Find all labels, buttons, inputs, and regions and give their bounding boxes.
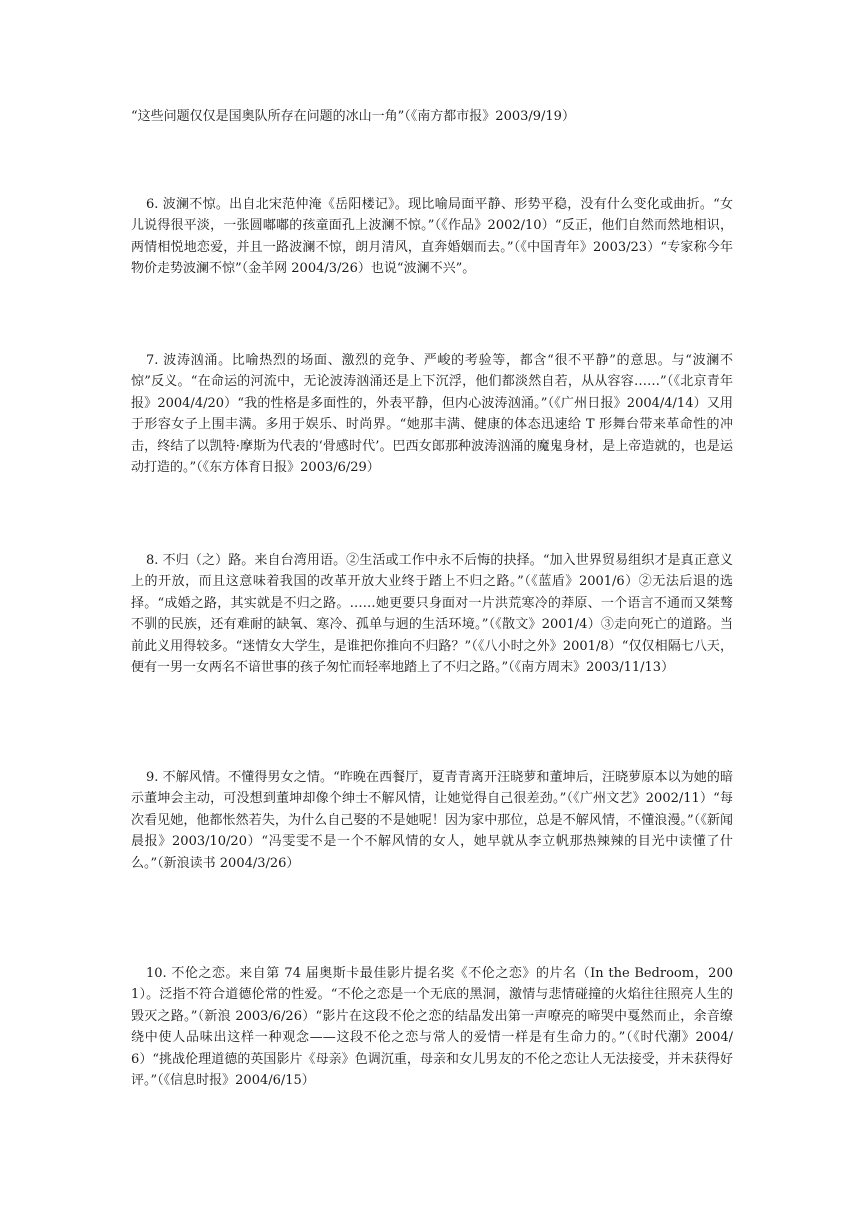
paragraph-entry-6: 6. 波澜不惊。出自北宋范仲淹《岳阳楼记》。现比喻局面平静、形势平稳，没有什么变化或曲折。“女儿说得很平淡，一张圆嘟嘟的孩童面孔上波澜不惊。”（《作品》2002/10）“反正，他们自然而然地相识，两情相悦地恋爱，并且一路波澜不惊，朗月清风，直奔婚姻而去。”（《中国青年》2003/23）“专家称今年物价走势波澜不惊”（金羊网 2004/3/26）也说“波澜不兴”。 bbox=[131, 197, 733, 277]
paragraph-entry-10: 10. 不伦之恋。来自第 74 届奥斯卡最佳影片提名奖《不伦之恋》的片名（In the Bedroom，2001）。泛指不符合道德伦常的性爱。“不伦之恋是一个无底的黑洞，激情与悲情碰撞的火焰往往照亮人生的毁灭之路。”（新浪 2003/6/26）“影片在这段不伦之恋的结晶发出第一声嘹亮的啼哭中戛然而止，余音缭绕中使人品味出这样一种观念——这段不伦之恋与常人的爱情一样是有生命力的。”（《时代潮》2004/6）“挑战伦理道德的英国影片《母亲》色调沉重，母亲和女儿男友的不伦之恋让人无法接受，并未获得好评。”（《信息时报》2004/6/15） bbox=[131, 966, 733, 1089]
paragraph-entry-9: 9. 不解风情。不懂得男女之情。“昨晚在西餐厅，夏青青离开汪晓萝和董坤后，汪晓萝原本以为她的暗示董坤会主动，可没想到董坤却像个绅士不解风情，让她觉得自己很差劲。”（《广州文艺》2002/11）“每次看见她，他都怅然若失，为什么自己娶的不是她呢！因为家中那位，总是不解风情，不懂浪漫。”（《新闻晨报》2003/10/20）“冯雯雯不是一个不解风情的女人，她早就从李立帆那热辣辣的目光中读懂了什么。”（新浪读书 2004/3/26） bbox=[131, 770, 733, 871]
paragraph-entry-7: 7. 波涛汹涌。比喻热烈的场面、激烈的竞争、严峻的考验等，都含“很不平静”的意思。与“波澜不惊”反义。“在命运的河流中，无论波涛汹涌还是上下沉浮，他们都淡然自若，从从容容……”（《北京青年报》2004/4/20）“我的性格是多面性的，外表平静，但内心波涛汹涌。”（《广州日报》2004/4/14）又用于形容女子上围丰满。多用于娱乐、时尚界。“她那丰满、健康的体态迅速给 T 形舞台带来革命性的冲击，终结了以凯特·摩斯为代表的‘骨感时代’。巴西女郎那种波涛汹涌的魔鬼身材，是上帝造就的，也是运动打造的。”（《东方体育日报》2003/6/29） bbox=[131, 353, 733, 476]
paragraph-entry-8: 8. 不归（之）路。来自台湾用语。②生活或工作中永不后悔的抉择。“加入世界贸易组织才是真正意义上的开放，而且这意味着我国的改革开放大业终于踏上不归之路。”（《蓝盾》2001/6）②无法后退的选择。“成婚之路，其实就是不归之路。……她更要只身面对一片洪荒寒冷的莽原、一个语言不通而又桀骜不驯的民族，还有难耐的缺氧、寒冷、孤单与迥的生活环境。”（《散文》2001/4）③走向死亡的道路。当前此义用得较多。“迷情女大学生，是谁把你推向不归路？”（《八小时之外》2001/8）“仅仅相隔七八天，便有一男一女两名不谙世事的孩子匆忙而轻率地踏上了不归之路。”（《南方周末》2003/11/13） bbox=[131, 553, 733, 676]
paragraph-quote-fragment: “这些问题仅仅是国奥队所存在问题的冰山一角”（《南方都市报》2003/9/19） bbox=[131, 109, 575, 124]
